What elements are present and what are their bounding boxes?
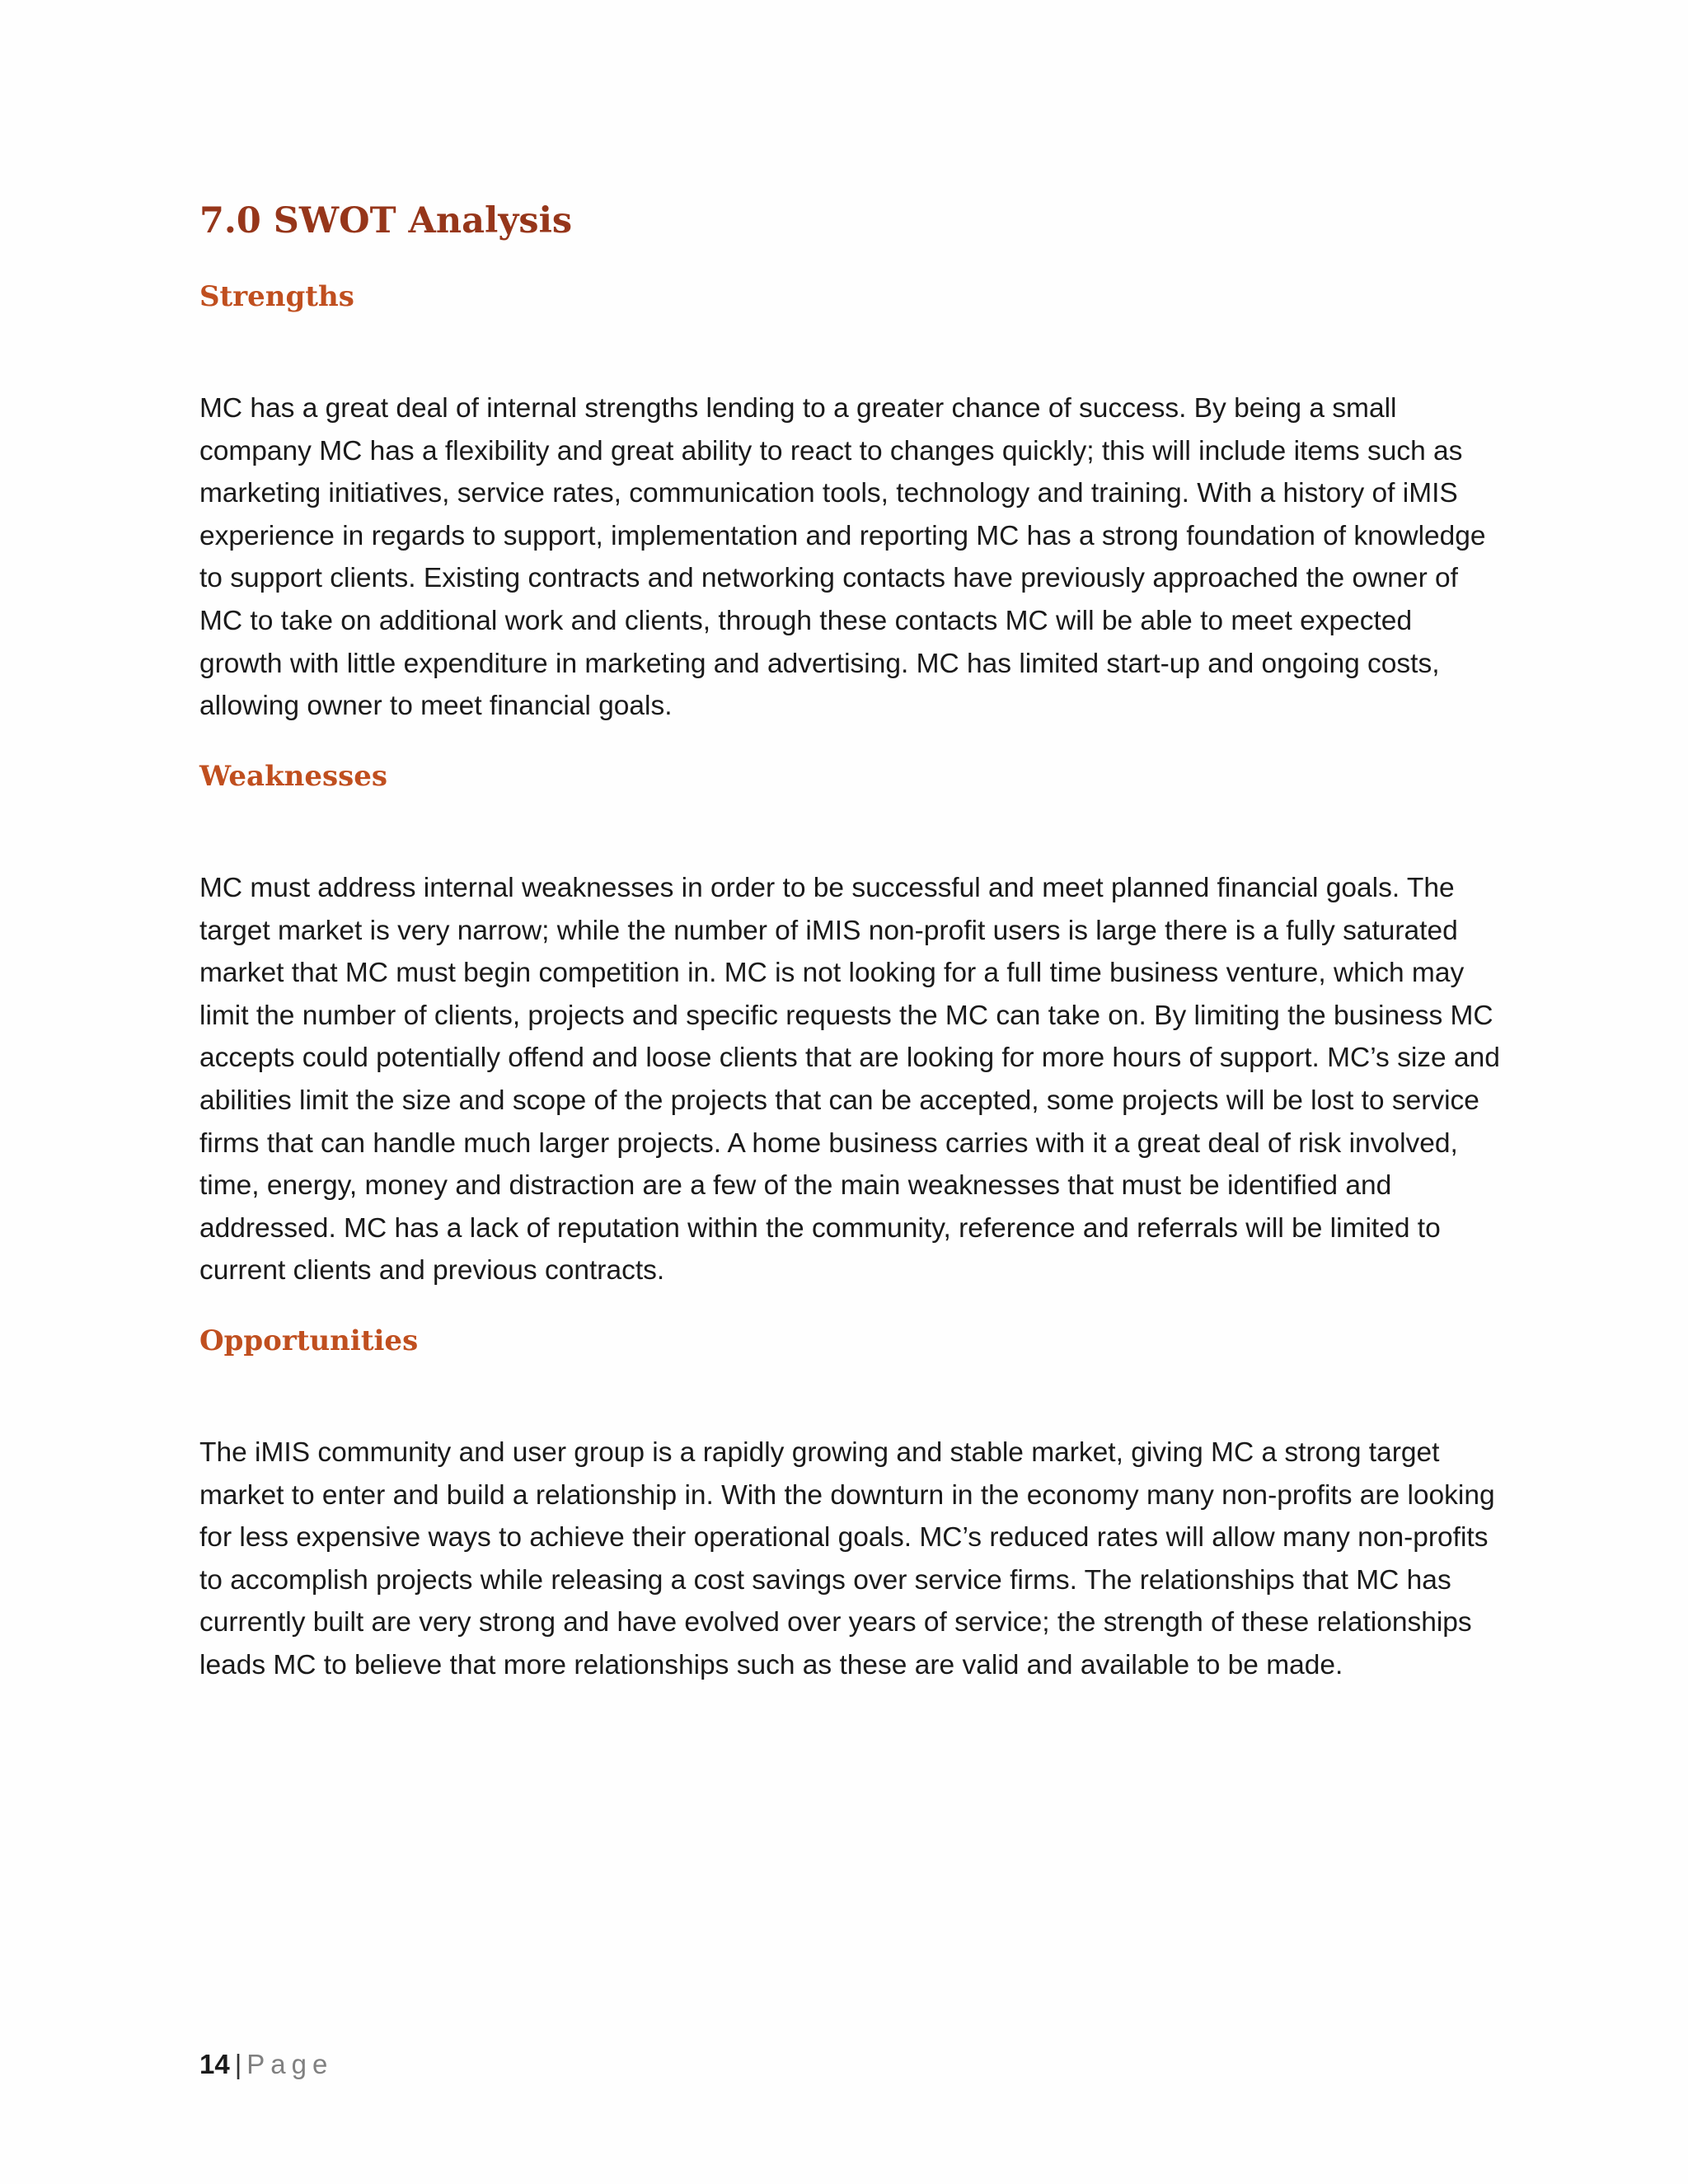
weaknesses-paragraph: MC must address internal weaknesses in order to be successful and meet planned financial goals. The target market is very narrow; while the number of iMIS non-profit users is large there is a fully saturated market that MC must begin competition in. MC is not looking for a full time business venture, which may limit the number of clients, projects and specific requests the MC can take on. By limiting the business MC accepts could potentially offend and loose clients that are looking for more hours of support. MC’s size and abilities limit the size and scope of the projects that can be accepted, some projects will be lost to service firms that can handle much larger projects. A home business carries with it a great deal of risk involved, time, energy, money and distraction are a few of the main weaknesses that must be identified and addressed. MC has a lack of reputation within the community, reference and referrals will be limited to current clients and previous contracts. <box>199 873 1500 1286</box>
footer-separator: | <box>234 2049 242 2079</box>
weaknesses-heading: Weaknesses <box>199 760 388 793</box>
page-footer <box>199 2046 333 2083</box>
page-label: Page <box>246 2049 334 2079</box>
opportunities-heading: Opportunities <box>199 1324 419 1357</box>
strengths-heading: Strengths <box>199 280 354 313</box>
opportunities-paragraph: The iMIS community and user group is a rapidly growing and stable market, giving MC a strong target market to enter and build a relationship in. With the downturn in the economy many non-profits are looking for less expensive ways to achieve their operational goals. MC’s reduced rates will allow many non-profits to accomplish projects while releasing a cost savings over service firms. The relationships that MC has currently built are very strong and have evolved over years of service; the strength of these relationships leads MC to believe that more relationships such as these are valid and available to be made. <box>199 1437 1495 1680</box>
page-number: 14 <box>199 2049 230 2079</box>
section-heading: 7.0 SWOT Analysis <box>199 200 573 241</box>
strengths-paragraph: MC has a great deal of internal strengths lending to a greater chance of success. By being a small company MC has a flexibility and great ability to react to changes quickly; this will include items such as marketing initiatives, service rates, communication tools, technology and training. With a history of iMIS experience in regards to support, implementation and reporting MC has a strong foundation of knowledge to support clients. Existing contracts and networking contacts have previously approached the owner of MC to take on additional work and clients, through these contacts MC will be able to meet expected growth with little expenditure in marketing and advertising. MC has limited start-up and ongoing costs, allowing owner to meet financial goals. <box>199 393 1486 722</box>
